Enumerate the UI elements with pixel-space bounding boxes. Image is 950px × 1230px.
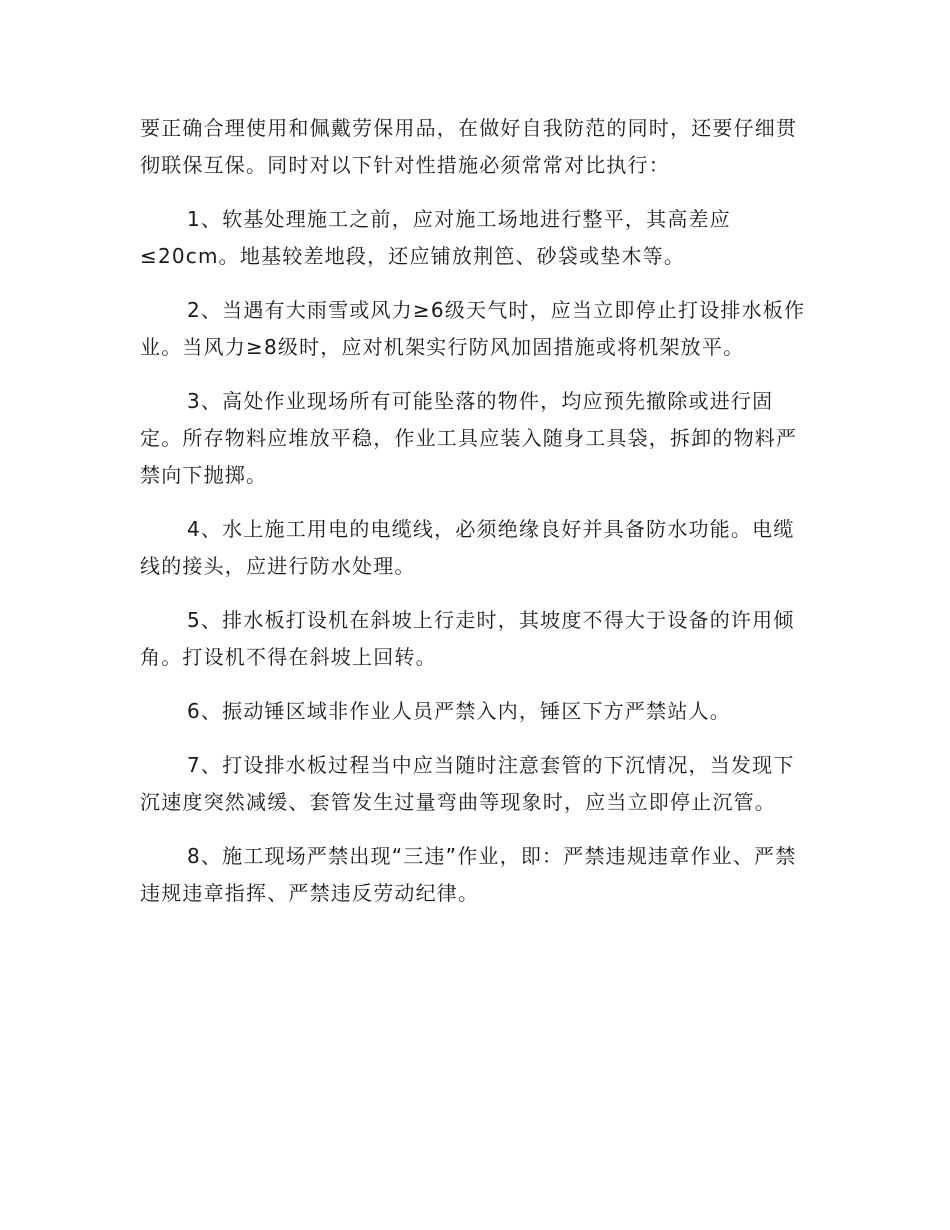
paragraph-item-1: 1、软基处理施工之前，应对施工场地进行整平，其高差应 ≤20cm。地基较差地段，还应铺放荆笆、砂袋或垫木等。 <box>140 207 731 268</box>
paragraph-item-5: 5、排水板打设机在斜坡上行走时，其坡度不得大于设备的许用倾角。打设机不得在斜坡上回转。 <box>140 608 795 669</box>
paragraph-item-6: 6、振动锤区域非作业人员严禁入内，锤区下方严禁站人。 <box>187 699 731 723</box>
paragraph-intro: 要正确合理使用和佩戴劳保用品，在做好自我防范的同时，还要仔细贯彻联保互保。同时对以下针对性措施必须常常对比执行： <box>140 116 798 177</box>
paragraph-item-2: 2、当遇有大雨雪或风力≥6级天气时，应当立即停止打设排水板作业。当风力≥8级时，应对机架实行防风加固措施或将机架放平。 <box>140 298 806 359</box>
document-body <box>140 110 810 929</box>
paragraph-item-4: 4、水上施工用电的电缆线，必须绝缘良好并具备防水功能。电缆线的接头，应进行防水处理。 <box>140 517 795 578</box>
paragraph-item-8: 8、施工现场严禁出现“三违”作业，即：严禁违规违章作业、严禁违规违章指挥、严禁违反劳动纪律。 <box>140 844 797 905</box>
paragraph-item-7: 7、打设排水板过程当中应当随时注意套管的下沉情况，当发现下沉速度突然减缓、套管发生过量弯曲等现象时，应当立即停止沉管。 <box>140 753 795 814</box>
paragraph-item-3: 3、高处作业现场所有可能坠落的物件，均应预先撤除或进行固定。所存物料应堆放平稳，作业工具应装入随身工具袋，拆卸的物料严禁向下抛掷。 <box>140 389 798 487</box>
